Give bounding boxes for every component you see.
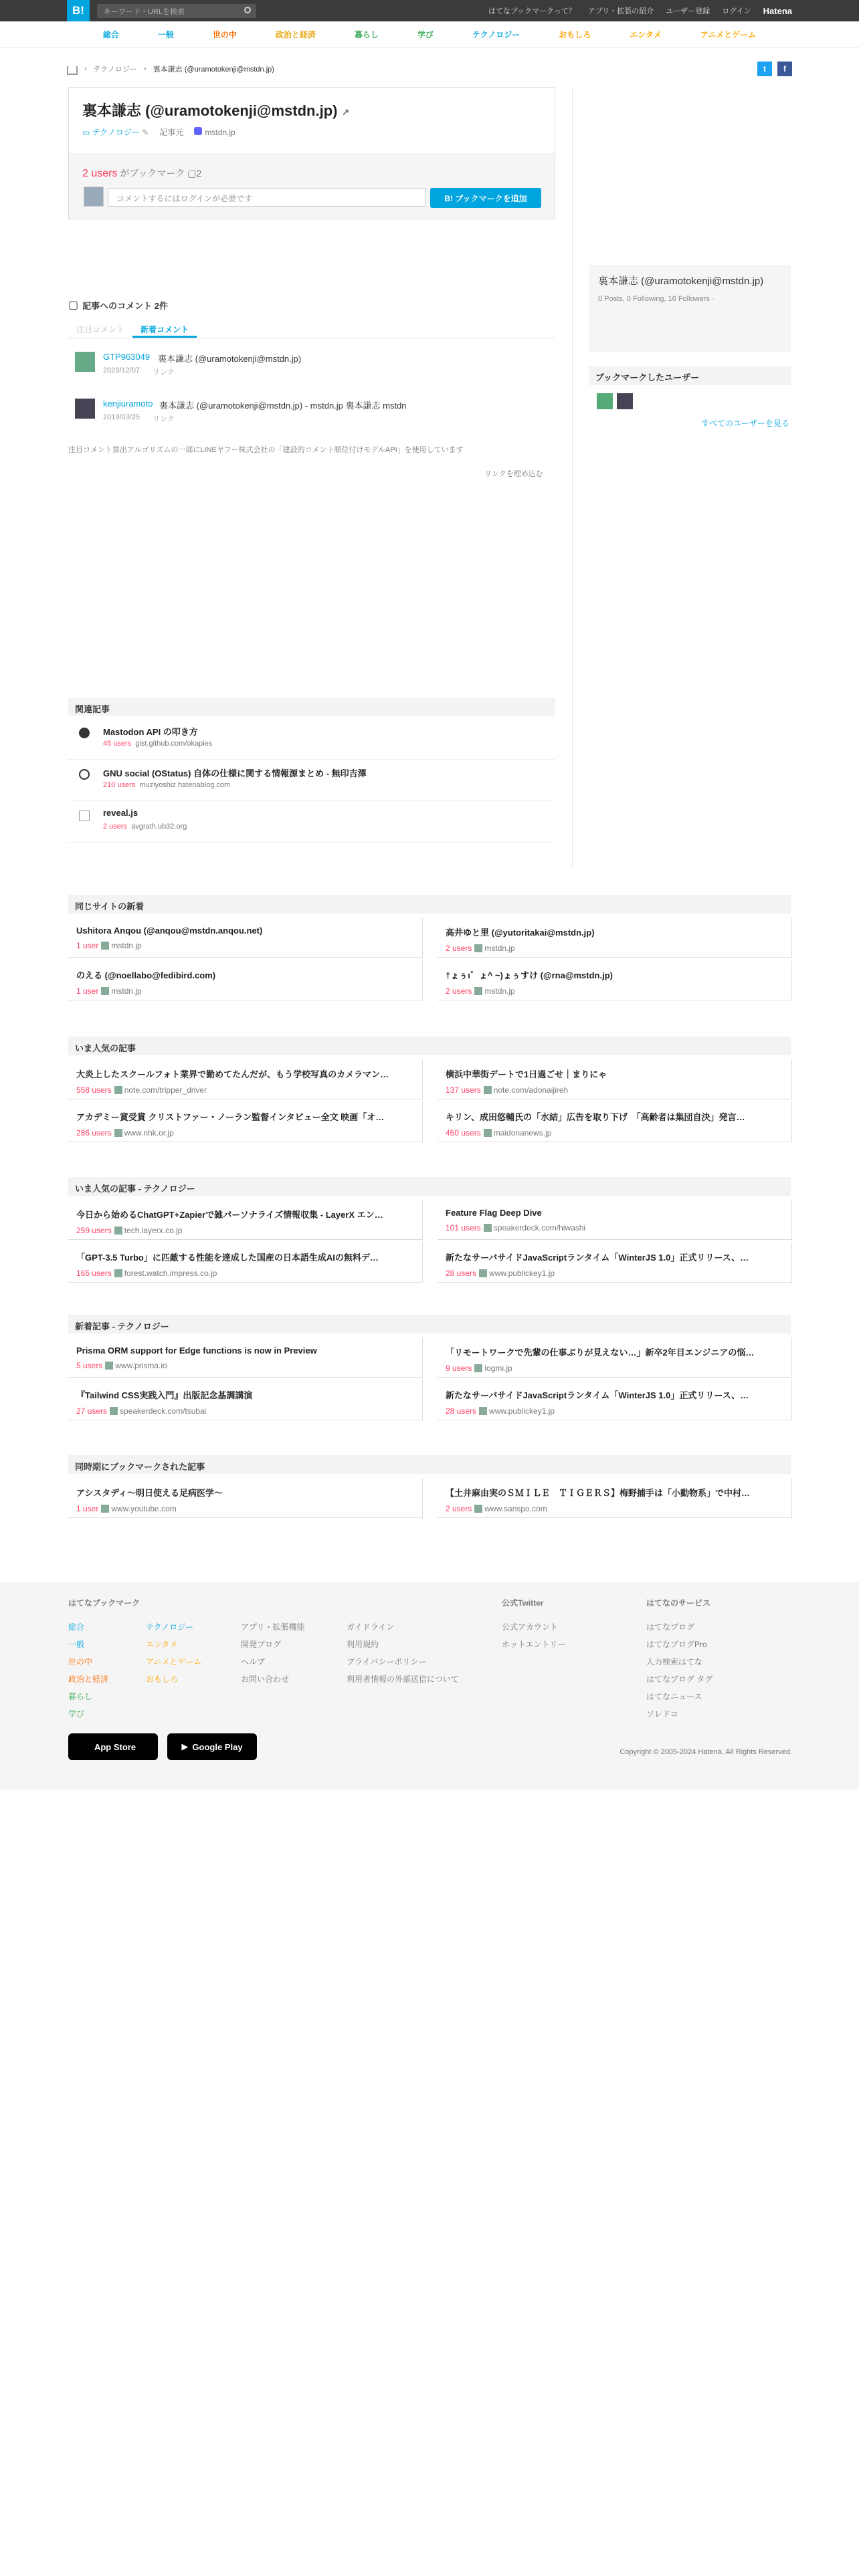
- entry-card[interactable]: [438, 1059, 792, 1099]
- card-title[interactable]: 「GPT-3.5 Turbo」に匹敵する性能を達成した国産の日本語生成AIの無料デ…: [76, 1253, 379, 1263]
- card-meta: 259 users tech.layerx.co.jp: [76, 1226, 183, 1235]
- footer-link[interactable]: 人力検索はてな: [646, 1657, 703, 1667]
- footer-link[interactable]: 政治と経済: [68, 1675, 109, 1684]
- edit-icon[interactable]: ✎: [142, 128, 149, 137]
- card-meta: 27 users speakerdeck.com/tsubai: [76, 1406, 207, 1416]
- comments-heading: ▢ 記事へのコメント 2件: [68, 300, 168, 311]
- copyright: Copyright © 2005-2024 Hatena. All Rights Reserved.: [619, 1748, 792, 1756]
- sidebar-stats: 0 Posts, 0 Following, 16 Followers ·: [598, 294, 714, 303]
- card-title[interactable]: 新たなサーバサイドJavaScriptランタイム「WinterJS 1.0」正式リリース、…: [446, 1253, 749, 1263]
- favicon-icon: [479, 1407, 487, 1415]
- card-title[interactable]: Prisma ORM support for Edge functions is now in Preview: [76, 1346, 317, 1356]
- nav-login[interactable]: ログイン: [722, 7, 751, 15]
- sidebar-title[interactable]: 裏本謙志 (@uramotokenji@mstdn.jp): [598, 276, 764, 287]
- card-title[interactable]: 新たなサーバサイドJavaScriptランタイム「WinterJS 1.0」正式リリース、…: [446, 1390, 749, 1400]
- favicon-icon: [114, 1129, 122, 1137]
- entry-card[interactable]: [68, 1102, 423, 1142]
- favicon-icon: [114, 1226, 122, 1235]
- popular-tech-heading: いま人気の記事 - テクノロジー: [68, 1177, 791, 1196]
- footer-link[interactable]: 利用規約: [347, 1640, 379, 1649]
- global-header: [0, 0, 859, 21]
- hatena-logo[interactable]: Hatena: [763, 5, 792, 16]
- category-6[interactable]: テクノロジー: [472, 30, 520, 39]
- card-meta: 2 users mstdn.jp: [446, 944, 515, 953]
- comment-link[interactable]: リンク: [153, 415, 175, 423]
- favicon-icon: [484, 1086, 492, 1094]
- category-4[interactable]: 暮らし: [354, 30, 379, 39]
- favicon-icon: [474, 1505, 482, 1513]
- google-play-button[interactable]: ▶ Google Play: [167, 1733, 257, 1760]
- footer-link[interactable]: ホットエントリー: [502, 1640, 566, 1649]
- external-link-icon[interactable]: ↗: [341, 107, 350, 118]
- category-2[interactable]: 世の中: [212, 30, 237, 39]
- github-icon: [79, 728, 90, 738]
- footer-link[interactable]: 暮らし: [68, 1692, 93, 1701]
- all-users-link[interactable]: すべてのユーザーを見る: [701, 419, 789, 428]
- comment-date[interactable]: 2023/12/07: [103, 366, 140, 374]
- entry-card[interactable]: [438, 1380, 792, 1420]
- card-meta: 5 users www.prisma.io: [76, 1361, 167, 1370]
- category-nav: [0, 21, 859, 48]
- entry-card[interactable]: [68, 960, 423, 1000]
- comment-icon: ▢: [68, 300, 79, 311]
- footer-link[interactable]: 一般: [68, 1640, 85, 1649]
- search-placeholder: キーワード・URLを検索: [104, 8, 185, 16]
- tab-new-comments[interactable]: 新着コメント: [132, 320, 197, 338]
- card-title[interactable]: 今日から始めるChatGPT+Zapierで雑パーソナライズ情報収集 - LayerX エン…: [76, 1210, 383, 1220]
- bookmarked-users-heading: ブックマークしたユーザー: [589, 366, 791, 385]
- card-meta: 2 users mstdn.jp: [446, 986, 515, 996]
- comment-date[interactable]: 2019/03/25: [103, 413, 140, 421]
- footer-link[interactable]: はてなニュース: [646, 1692, 702, 1701]
- card-title[interactable]: 『Tailwind CSS実践入門』出版記念基調講演: [76, 1390, 253, 1400]
- card-title[interactable]: Ushitora Anqou (@anqou@mstdn.anqou.net): [76, 926, 263, 936]
- card-title[interactable]: アカデミー賞受賞 クリストファー・ノーラン監督インタビュー全文 映画「オ…: [76, 1112, 385, 1122]
- footer-link[interactable]: アニメとゲーム: [146, 1657, 202, 1667]
- comment-text: 裏本謙志 (@uramotokenji@mstdn.jp) - mstdn.jp 裏本謙志 mstdn: [159, 401, 407, 411]
- sidebar-entry-info: [589, 265, 791, 352]
- column-divider: [572, 87, 573, 867]
- entry-card[interactable]: [68, 1337, 423, 1378]
- comment-icon: ▢: [187, 168, 197, 179]
- favicon-icon: [101, 942, 109, 950]
- entry-card[interactable]: [438, 918, 792, 958]
- footer-link[interactable]: お問い合わせ: [241, 1675, 290, 1684]
- entry-card[interactable]: [68, 1478, 423, 1518]
- category-0[interactable]: 総合: [102, 30, 119, 39]
- entry-box: [68, 87, 555, 219]
- footer-link[interactable]: はてなブログPro: [646, 1640, 707, 1649]
- favicon-icon: [484, 1224, 492, 1232]
- home-icon[interactable]: [67, 66, 78, 75]
- footer-link[interactable]: 学び: [68, 1709, 85, 1719]
- footer-twitter-heading: 公式Twitter: [502, 1598, 544, 1608]
- comment-user[interactable]: GTP963049: [103, 352, 151, 362]
- footer-link[interactable]: テクノロジー: [146, 1622, 194, 1632]
- new-tech-heading: 新着記事 - テクノロジー: [68, 1315, 791, 1333]
- avatar: [84, 187, 104, 207]
- google-play-icon: ▶: [181, 1741, 189, 1751]
- footer-link[interactable]: ヘルプ: [241, 1657, 266, 1667]
- bookmarked-users-avatars: [597, 393, 633, 409]
- entry-card[interactable]: [438, 1337, 792, 1378]
- mastodon-icon: [194, 127, 202, 135]
- nav-about[interactable]: はてなブックマークって？: [488, 7, 576, 15]
- related-item[interactable]: GNU social (OStatus) 自体の仕様に関する情報源まとめ - 無印吉澤 210 users muziyoshiz.hatenablog.com: [68, 761, 555, 801]
- app-store-button[interactable]: App Store: [68, 1733, 158, 1760]
- footer-col-bookmark: はてなブックマーク: [68, 1598, 140, 1608]
- nav-register[interactable]: ユーザー登録: [666, 7, 710, 15]
- embed-links-link[interactable]: リンクを埋め込む: [484, 470, 543, 478]
- footer-link[interactable]: プライバシーポリシー: [347, 1657, 427, 1667]
- global-nav: [488, 0, 792, 21]
- footer-link[interactable]: ガイドライン: [347, 1622, 395, 1632]
- breadcrumb-category[interactable]: テクノロジー: [93, 66, 138, 74]
- entry-card[interactable]: [438, 1243, 792, 1283]
- card-meta: 165 users forest.watch.impress.co.jp: [76, 1269, 217, 1278]
- card-title[interactable]: 高井ゆと里 (@yutoritakai@mstdn.jp): [446, 928, 595, 938]
- favicon-icon: [101, 987, 109, 995]
- breadcrumb: [67, 58, 792, 80]
- tab-popular-comments[interactable]: 注目コメント: [76, 325, 125, 334]
- footer-link[interactable]: ソレドコ: [646, 1709, 678, 1719]
- card-meta: 28 users www.publickey1.jp: [446, 1406, 555, 1416]
- card-title[interactable]: 「リモートワークで先輩の仕事ぶりが見えない…」新卒2年目エンジニアの悩…: [446, 1348, 755, 1358]
- avatar[interactable]: [597, 393, 613, 409]
- footer-link[interactable]: 開発ブログ: [241, 1640, 282, 1649]
- card-meta: 450 users maidonanews.jp: [446, 1128, 552, 1138]
- comment-input[interactable]: コメントするにはログインが必要です: [108, 188, 426, 207]
- favicon-icon: [479, 1269, 487, 1277]
- card-title[interactable]: アシスタディ〜明日使える足病医学〜: [76, 1488, 223, 1498]
- comment-algorithm-notice: 注目コメント算出アルゴリズムの一部にLINEヤフー株式会社の「建設的コメント順位付けモデルAPI」を使用しています: [68, 446, 464, 454]
- facebook-share-icon[interactable]: f: [777, 62, 792, 76]
- card-meta: 1 user mstdn.jp: [76, 986, 142, 996]
- add-bookmark-button[interactable]: B! ブックマークを追加: [430, 188, 541, 208]
- footer-link[interactable]: 世の中: [68, 1657, 93, 1667]
- popular-heading: いま人気の記事: [68, 1037, 791, 1055]
- category-5[interactable]: 学び: [417, 30, 434, 39]
- entry-card[interactable]: [68, 1380, 423, 1420]
- entry-card[interactable]: [68, 1243, 423, 1283]
- card-title[interactable]: †ょぅι゛ょ^ ~)ょぅすけ (@rna@mstdn.jp): [446, 970, 613, 980]
- favicon-icon: [114, 1086, 122, 1094]
- comment-text: 裏本謙志 (@uramotokenji@mstdn.jp): [158, 354, 302, 364]
- entry-meta: [82, 126, 235, 138]
- entry-bookmark-area: [69, 153, 555, 219]
- avatar[interactable]: [617, 393, 633, 409]
- card-meta: 1 user www.youtube.com: [76, 1504, 177, 1513]
- comment-tabs: [68, 320, 555, 338]
- favicon-icon: [474, 987, 482, 995]
- info-icon: [79, 769, 90, 780]
- card-meta: 1 user mstdn.jp: [76, 941, 142, 950]
- card-title[interactable]: キリン、成田悠輔氏の「水結」広告を取り下げ 「高齢者は集団自決」発言…: [446, 1112, 745, 1122]
- search-input[interactable]: [97, 4, 256, 18]
- avatar[interactable]: [75, 399, 95, 419]
- favicon-icon: [110, 1407, 118, 1415]
- card-meta: 286 users www.nhk.or.jp: [76, 1128, 174, 1138]
- favicon-icon: [474, 944, 482, 952]
- hatena-bookmark-logo[interactable]: B!: [67, 0, 90, 21]
- entry-card[interactable]: [68, 1200, 423, 1240]
- card-title[interactable]: 【土井麻由実のＳＭＩＬＥ ＴＩＧＥＲＳ】梅野捕手は「小動物系」で中村…: [446, 1488, 751, 1498]
- breadcrumb-separator: ›: [144, 65, 147, 73]
- favicon-icon: [484, 1129, 492, 1137]
- footer-link[interactable]: 公式アカウント: [502, 1622, 558, 1632]
- breadcrumb-current: 裏本謙志 (@uramotokenji@mstdn.jp): [153, 66, 274, 74]
- footer-link[interactable]: エンタメ: [146, 1640, 178, 1649]
- footer-link[interactable]: はてなブログ: [646, 1622, 695, 1632]
- breadcrumb-separator: ›: [84, 65, 87, 73]
- card-meta: 2 users www.sanspo.com: [446, 1504, 547, 1513]
- category-3[interactable]: 政治と経済: [275, 30, 316, 39]
- related-item[interactable]: reveal.js 2 users avgrath.ub32.org: [68, 802, 555, 843]
- entry-source[interactable]: mstdn.jp: [194, 127, 235, 137]
- avatar[interactable]: [75, 352, 95, 372]
- entry-card[interactable]: [438, 960, 792, 1000]
- document-icon: [79, 811, 90, 821]
- twitter-share-icon[interactable]: t: [757, 62, 772, 76]
- category-1[interactable]: 一般: [157, 30, 174, 39]
- footer-link[interactable]: 利用者情報の外部送信について: [347, 1675, 459, 1684]
- bookmark-count[interactable]: 2 users がブックマーク ▢2: [82, 168, 202, 179]
- footer-link[interactable]: 総合: [68, 1622, 85, 1632]
- category-9[interactable]: アニメとゲーム: [700, 30, 757, 39]
- source-label: 記事元: [159, 128, 184, 137]
- same-site-heading: 同じサイトの新着: [68, 895, 791, 914]
- card-meta: 137 users note.com/adonaijireh: [446, 1085, 569, 1095]
- card-meta: 558 users note.com/tripper_driver: [76, 1085, 207, 1095]
- search-icon[interactable]: [244, 7, 251, 13]
- related-heading: 関連記事: [68, 698, 555, 716]
- comment-user[interactable]: kenjiuramoto: [103, 399, 153, 409]
- entry-card[interactable]: [438, 1102, 792, 1142]
- favicon-icon: [114, 1269, 122, 1277]
- card-meta: 101 users speakerdeck.com/hiwashi: [446, 1223, 586, 1232]
- footer-link[interactable]: はてなブログ タグ: [646, 1675, 713, 1684]
- card-title[interactable]: 大炎上したスクールフォト業界で勤めてたんだが、もう学校写真のカメラマン…: [76, 1069, 389, 1079]
- related-item[interactable]: Mastodon API の叩き方 45 users gist.github.com/okapies: [68, 720, 555, 760]
- footer-services-heading: はてなのサービス: [646, 1598, 711, 1608]
- card-title[interactable]: のえる (@noellabo@fedibird.com): [76, 970, 216, 980]
- entry-category[interactable]: ▭ テクノロジー ✎: [82, 128, 149, 137]
- card-title[interactable]: 横浜中華街デートで1日過ごせ｜まりにゃ: [446, 1069, 607, 1079]
- entry-card[interactable]: [68, 1059, 423, 1099]
- entry-card[interactable]: [68, 918, 423, 958]
- favicon-icon: [101, 1505, 109, 1513]
- entry-title[interactable]: 裏本謙志 (@uramotokenji@mstdn.jp) ↗: [82, 102, 350, 119]
- footer-link[interactable]: おもしろ: [146, 1675, 179, 1684]
- card-title[interactable]: Feature Flag Deep Dive: [446, 1208, 542, 1218]
- comment-link[interactable]: リンク: [153, 368, 175, 377]
- category-7[interactable]: おもしろ: [559, 30, 591, 39]
- footer-link[interactable]: アプリ・拡張機能: [241, 1622, 305, 1632]
- nav-apps[interactable]: アプリ・拡張の紹介: [587, 7, 654, 15]
- favicon-icon: [474, 1364, 482, 1372]
- share-buttons: [757, 62, 792, 76]
- same-time-heading: 同時期にブックマークされた記事: [68, 1455, 791, 1474]
- footer: [0, 1582, 859, 1790]
- favicon-icon: [105, 1362, 113, 1370]
- category-8[interactable]: エンタメ: [630, 30, 662, 39]
- entry-card[interactable]: [438, 1478, 792, 1518]
- card-meta: 9 users logmi.jp: [446, 1364, 512, 1373]
- card-meta: 28 users www.publickey1.jp: [446, 1269, 555, 1278]
- entry-card[interactable]: [438, 1200, 792, 1240]
